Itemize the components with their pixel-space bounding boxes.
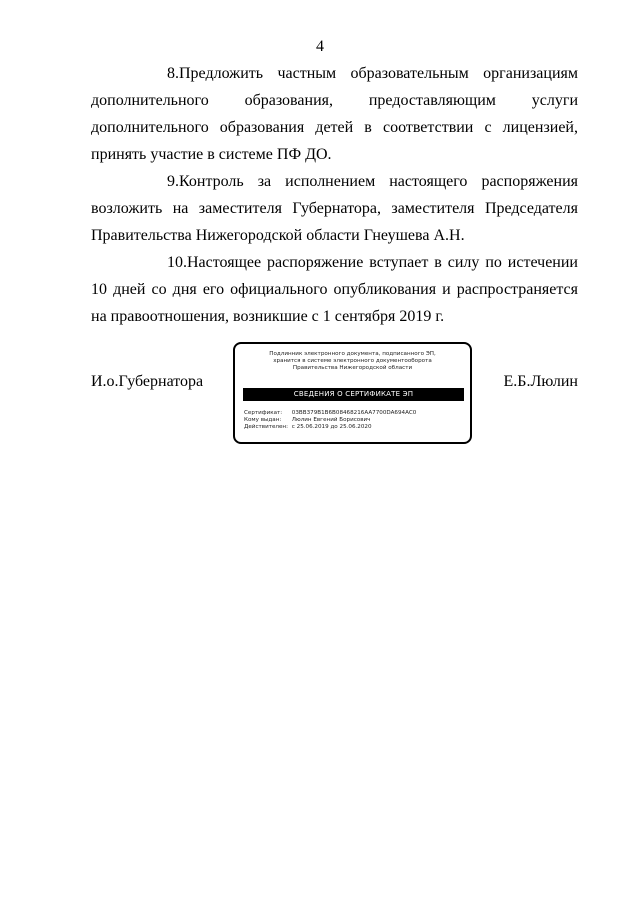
stamp-header-line: хранится в системе электронного документооборота (273, 358, 432, 364)
stamp-header-line: Правительства Нижегородской области (292, 365, 413, 371)
certificate-row (244, 410, 416, 417)
electronic-signature-stamp (233, 342, 472, 444)
validity-row (244, 424, 416, 431)
stamp-title-bar: СВЕДЕНИЯ О СЕРТИФИКАТЕ ЭП (243, 388, 464, 401)
certificate-label: Сертификат: (244, 410, 283, 416)
stamp-header (235, 351, 470, 372)
certificate-value: 03BB379B1B6B08468216AA7700DA694AC0 (291, 410, 417, 416)
paragraph-8 (91, 60, 578, 168)
issued-to-label: Кому выдан: (244, 417, 282, 423)
paragraph-9 (91, 168, 578, 249)
validity-value: с 25.06.2019 до 25.06.2020 (291, 424, 372, 430)
paragraph-text: Предложить частным образовательным организациям дополнительного образования, предоставляющим услуги дополнительного образования детей в соответствии с лицензией, принять участие в системе ПФ ДО. (91, 65, 578, 163)
paragraph-10 (91, 249, 578, 330)
signer-title: И.о.Губернатора (91, 373, 204, 390)
validity-label: Действителен: (244, 424, 288, 430)
stamp-header-line: Подлинник электронного документа, подписанного ЭП, (269, 351, 436, 357)
paragraph-text: Настоящее распоряжение вступает в силу по истечении 10 дней со дня его официального опубликования и распространяется на правоотношения, возникшие с 1 сентября 2019 г. (91, 254, 578, 325)
paragraph-text: Контроль за исполнением настоящего распоряжения возложить на заместителя Губернатора, заместителя Председателя Правительства Нижегородской области Гнеушева А.Н. (91, 173, 578, 244)
stamp-details (244, 410, 416, 431)
paragraph-number: 9. (167, 173, 179, 190)
paragraph-number: 10. (167, 254, 187, 271)
issued-to-row (244, 417, 416, 424)
paragraph-number: 8. (167, 65, 179, 82)
document-body (91, 60, 578, 330)
signer-name: Е.Б.Люлин (503, 373, 578, 390)
page-number: 4 (316, 38, 324, 55)
issued-to-value: Люлин Евгений Борисович (291, 417, 371, 423)
